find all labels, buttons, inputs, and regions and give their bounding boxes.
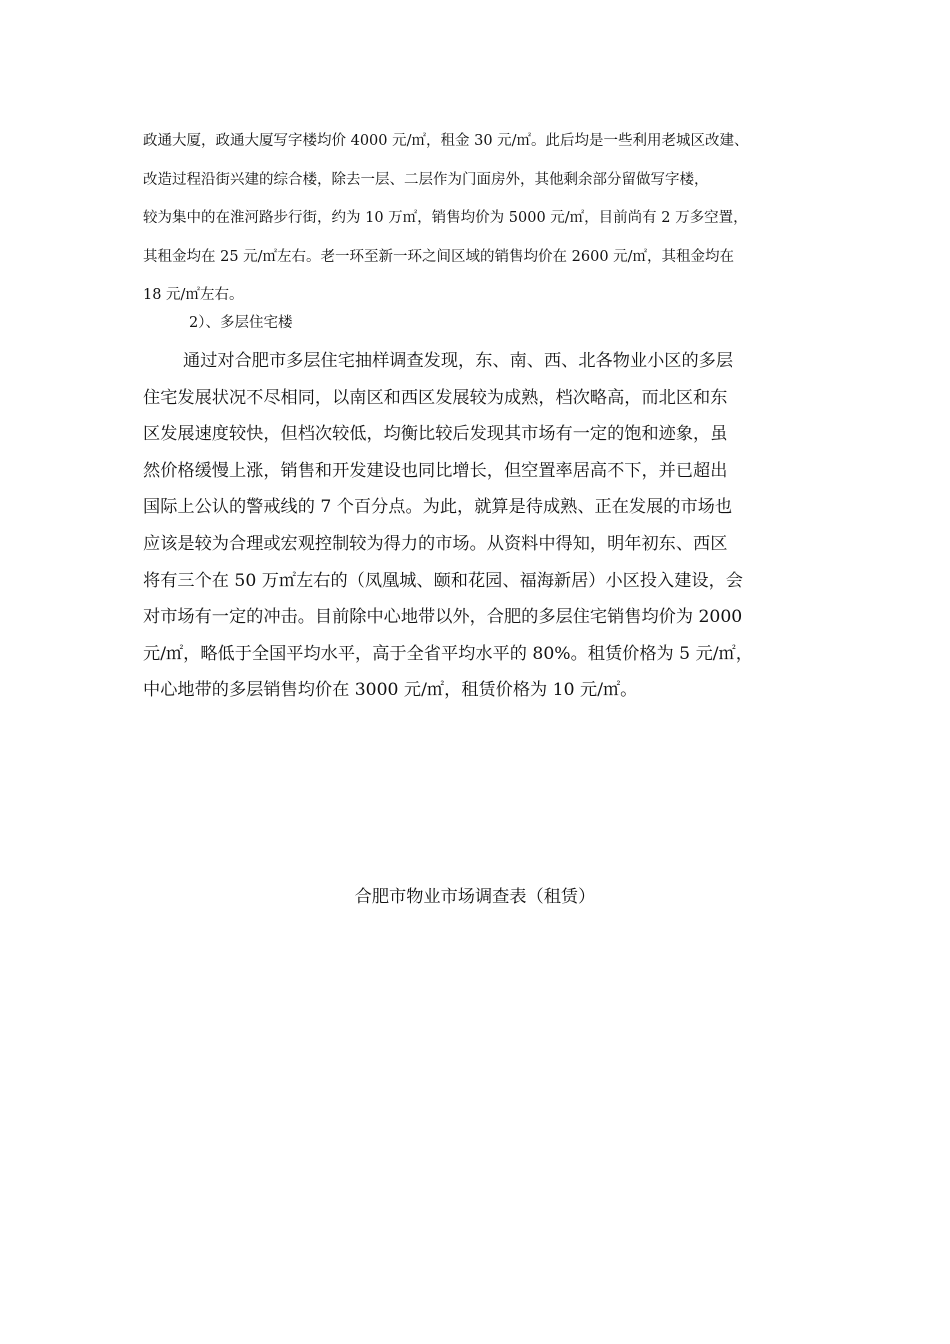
paragraph-line: 18 元/㎡左右。 xyxy=(143,287,244,304)
paragraph-line: 区发展速度较快，但档次较低，均衡比较后发现其市场有一定的饱和迹象，虽 xyxy=(143,424,728,445)
paragraph-line: 改造过程沿街兴建的综合楼，除去一层、二层作为门面房外，其他剩余部分留做写字楼， xyxy=(143,171,709,188)
residential-market-paragraph xyxy=(143,343,811,709)
paragraph-line: 较为集中的在淮河路步行街，约为 10 万㎡，销售均价为 5000 元/㎡，目前尚有 2 万多空置， xyxy=(143,210,748,227)
paragraph-line: 住宅发展状况不尽相同，以南区和西区发展较为成熟，档次略高，而北区和东 xyxy=(143,387,728,408)
paragraph-line: 对市场有一定的冲击。目前除中心地带以外，合肥的多层住宅销售均价为 2000 xyxy=(143,607,743,628)
office-market-paragraph xyxy=(143,122,811,315)
paragraph-line: 中心地带的多层销售均价在 3000 元/㎡，租赁价格为 10 元/㎡。 xyxy=(143,680,638,701)
paragraph-line: 然价格缓慢上涨，销售和开发建设也同比增长，但空置率居高不下，并已超出 xyxy=(143,460,728,481)
table-title: 合肥市物业市场调查表（租赁） xyxy=(354,887,596,907)
paragraph-line: 元/㎡，略低于全国平均水平，高于全省平均水平的 80%。租赁价格为 5 元/㎡， xyxy=(143,643,753,664)
paragraph-line: 应该是较为合理或宏观控制较为得力的市场。从资料中得知，明年初东、西区 xyxy=(143,533,728,554)
paragraph-line: 政通大厦，政通大厦写字楼均价 4000 元/㎡，租金 30 元/㎡。此后均是一些利用老城区改建、 xyxy=(143,133,749,149)
paragraph-line: 国际上公认的警戒线的 7 个百分点。为此，就算是待成熟、正在发展的市场也 xyxy=(143,497,733,518)
paragraph-line: 将有三个在 50 万㎡左右的（凤凰城、颐和花园、福海新居）小区投入建设，会 xyxy=(143,570,743,591)
paragraph-line: 其租金均在 25 元/㎡左右。老一环至新一环之间区域的销售均价在 2600 元/㎡，其租金均在 xyxy=(143,248,735,265)
paragraph-line: 通过对合肥市多层住宅抽样调查发现，东、南、西、北各物业小区的多层 xyxy=(183,351,734,371)
section-heading-residential: 2）、多层住宅楼 xyxy=(189,315,293,331)
